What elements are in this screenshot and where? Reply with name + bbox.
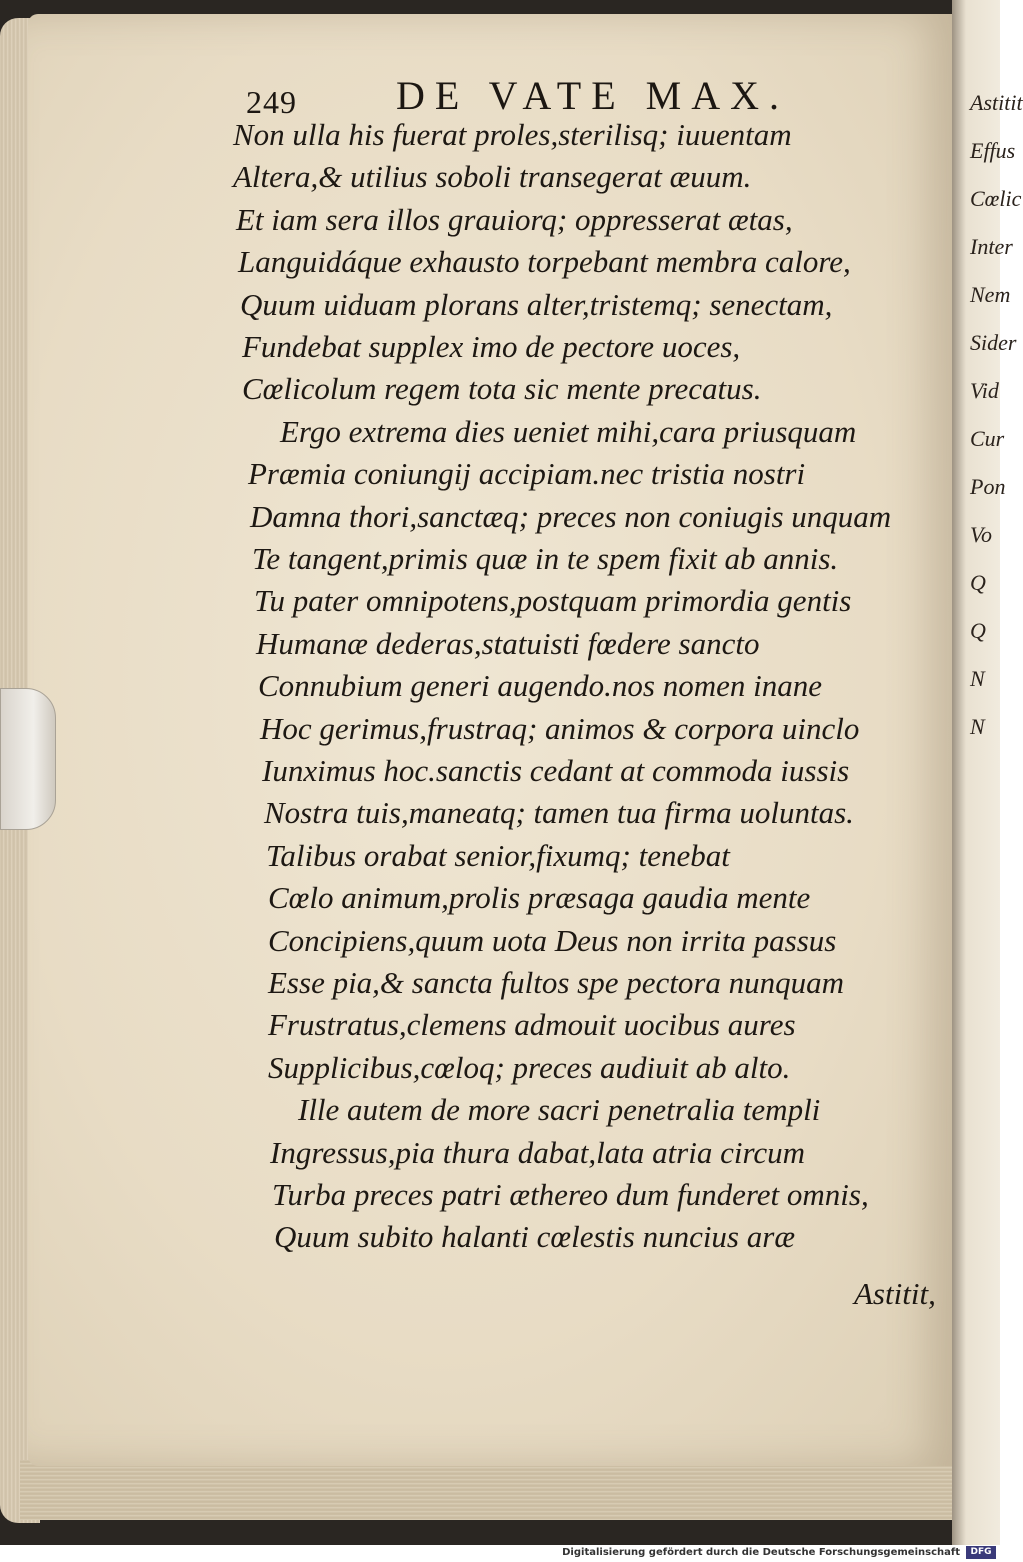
verse-line: Cœlo animum,prolis præsaga gaudia mente (268, 880, 811, 916)
facing-page-fragment: Effus (970, 138, 1016, 163)
facing-page-fragment: N (970, 714, 985, 739)
verse-line: Frustratus,clemens admouit uocibus aures (268, 1007, 796, 1043)
facing-page-fragment: Sider (970, 330, 1017, 355)
verse-line: Ille autem de more sacri penetralia templi (298, 1092, 821, 1128)
verse-line: Hoc gerimus,frustraq; animos & corpora uinclo (260, 710, 860, 746)
page-edges-bottom (20, 1460, 960, 1520)
facing-page-fragment: Q (970, 618, 986, 643)
book-page (28, 14, 958, 1466)
verse-line: Non ulla his fuerat proles,sterilisq; iuuentam (233, 117, 792, 152)
verse-line: Nostra tuis,maneatq; tamen tua firma uoluntas. (264, 795, 854, 831)
verse-line: Supplicibus,cœloq; preces audiuit ab alto. (268, 1049, 791, 1085)
verse-line: Te tangent,primis quæ in te spem fixit ab annis. (252, 541, 839, 576)
verse-line: Languidáque exhausto torpebant membra calore, (238, 244, 851, 280)
verse-line: Humanæ dederas,statuisti fœdere sancto (256, 625, 760, 661)
facing-page-edge (952, 0, 1023, 1545)
running-title: DE VATE MAX. (396, 73, 789, 118)
facing-page-fragment: N (970, 666, 985, 691)
footer-credit: Digitalisierung gefördert durch die Deutsche Forschungsgemeinschaft (562, 1547, 960, 1558)
verse-line: Esse pia,& sancta fultos spe pectora nunquam (268, 965, 845, 1000)
verse-line: Fundebat supplex imo de pectore uoces, (242, 329, 741, 364)
facing-page-fragment: Q (970, 570, 986, 595)
catchword: Astitit, (854, 1276, 936, 1311)
verse-line: Præmia coniungij accipiam.nec tristia nostri (248, 456, 806, 492)
verse-line: Quum uiduam plorans alter,tristemq; senectam, (240, 286, 833, 322)
verse-line: Ergo extrema dies ueniet mihi,cara priusquam (280, 413, 857, 449)
facing-page-fragment: Nem (970, 282, 1011, 307)
page-clip (0, 688, 56, 830)
verse-line: Altera,& utilius soboli transegerat æuum. (233, 159, 752, 195)
facing-page-fragment: Pon (970, 474, 1006, 499)
verse-line: Damna thori,sanctæq; preces non coniugis unquam (250, 498, 892, 534)
verse-line: Connubium generi augendo.nos nomen inane (258, 668, 822, 704)
verse-line: Iunximus hoc.sanctis cedant at commoda iussis (262, 753, 850, 788)
facing-page-fragment: Cur (970, 426, 1005, 451)
dfg-logo: DFG (966, 1546, 996, 1559)
verse-line: Ingressus,pia thura dabat,lata atria circum (270, 1134, 806, 1170)
facing-page-fragment: Cœlic (970, 186, 1022, 211)
facing-page-fragment: Vid (970, 378, 999, 403)
verse-line: Et iam sera illos grauiorq; oppresserat ætas, (236, 201, 793, 237)
verse-line: Turba preces patri æthereo dum funderet omnis, (272, 1177, 869, 1212)
facing-page-fragment: Astitit (970, 90, 1023, 115)
verse-line: Quum subito halanti cœlestis nuncius aræ (274, 1219, 795, 1255)
footer (0, 1545, 1000, 1562)
page-number: 249 (246, 84, 297, 120)
verse-line: Talibus orabat senior,fixumq; tenebat (266, 837, 730, 873)
facing-page-fragment: Vo (970, 522, 992, 547)
facing-page-fragment: Inter (970, 234, 1013, 259)
verse-line: Cœlicolum regem tota sic mente precatus. (242, 371, 762, 407)
verse-line: Concipiens,quum uota Deus non irrita passus (268, 922, 837, 958)
verse-line: Tu pater omnipotens,postquam primordia gentis (254, 583, 852, 619)
